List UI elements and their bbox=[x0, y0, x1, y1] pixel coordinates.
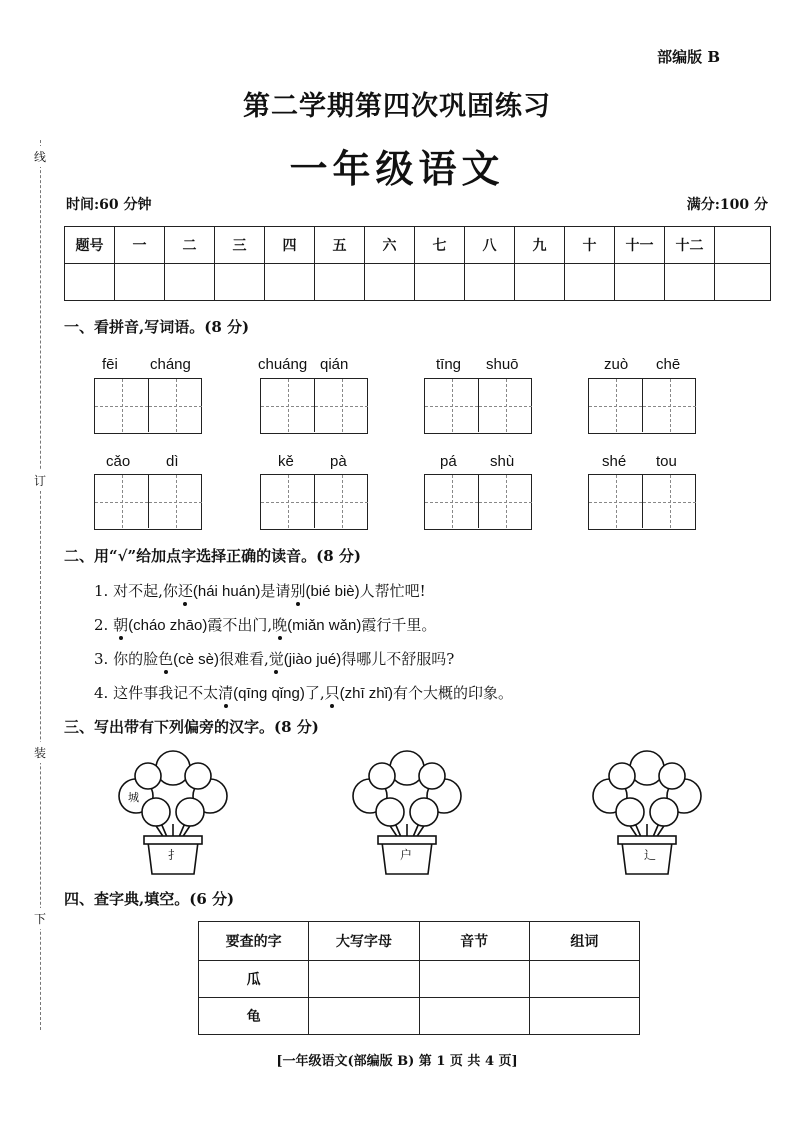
side-label: 线 bbox=[34, 146, 46, 167]
page-footer: [一年级语文(部编版 B) 第 1 页 共 4 页] bbox=[276, 1054, 518, 1069]
score-entry-cell[interactable] bbox=[65, 264, 115, 301]
line-text: 1. 对不起,你 bbox=[94, 582, 178, 600]
pinyin-label: pá bbox=[440, 453, 457, 470]
line-text: 人帮忙吧! bbox=[359, 582, 426, 600]
score-header-cell: 六 bbox=[365, 227, 415, 264]
pinyin-label: zuò bbox=[604, 356, 629, 373]
question-line bbox=[94, 648, 454, 669]
score-header-cell: 题号 bbox=[65, 227, 115, 264]
score-entry-cell[interactable] bbox=[665, 264, 715, 301]
pinyin-label: kě bbox=[278, 453, 294, 470]
radical-label: 辶 bbox=[644, 848, 657, 862]
score-table-entry-row bbox=[65, 264, 771, 301]
writing-grid[interactable] bbox=[94, 378, 202, 434]
pinyin-label: chuáng bbox=[258, 356, 308, 373]
pinyin-label: shuō bbox=[486, 356, 519, 373]
full-score: 满分:100 分 bbox=[686, 197, 768, 213]
pinyin-label: chē bbox=[656, 356, 681, 373]
dotted-char: 觉 bbox=[268, 650, 284, 668]
dict-header-cell: 大写字母 bbox=[309, 922, 419, 961]
writing-grid[interactable] bbox=[424, 378, 532, 434]
score-entry-cell[interactable] bbox=[715, 264, 771, 301]
score-table-header-row bbox=[65, 227, 771, 264]
score-entry-cell[interactable] bbox=[115, 264, 165, 301]
dictionary-header-row bbox=[199, 922, 640, 961]
answer-cell[interactable] bbox=[529, 961, 639, 998]
dict-header-cell: 组词 bbox=[529, 922, 639, 961]
score-header-cell: 四 bbox=[265, 227, 315, 264]
line-text: 了, bbox=[304, 684, 325, 702]
side-label: 装 bbox=[34, 742, 46, 763]
writing-grid[interactable] bbox=[260, 378, 368, 434]
writing-grid[interactable] bbox=[588, 378, 696, 434]
exam-title: 一年级语文 bbox=[289, 147, 505, 191]
pinyin-label: cǎo bbox=[106, 453, 131, 470]
pinyin-label: cháng bbox=[150, 356, 191, 373]
writing-grid[interactable] bbox=[588, 474, 696, 530]
score-entry-cell[interactable] bbox=[215, 264, 265, 301]
answer-area[interactable] bbox=[126, 770, 226, 850]
score-entry-cell[interactable] bbox=[565, 264, 615, 301]
pinyin-label: pà bbox=[330, 453, 347, 470]
question-line bbox=[94, 614, 436, 635]
dotted-char: 朝 bbox=[113, 616, 129, 634]
score-header-cell: 二 bbox=[165, 227, 215, 264]
score-table bbox=[64, 226, 771, 301]
dictionary-row bbox=[199, 998, 640, 1035]
pinyin-label: fēi bbox=[102, 356, 118, 373]
line-text: 是请 bbox=[260, 582, 291, 600]
flower-example: 城 bbox=[128, 791, 139, 804]
pinyin-label: shù bbox=[490, 453, 515, 470]
binding-line bbox=[40, 140, 41, 1030]
writing-grid[interactable] bbox=[424, 474, 532, 530]
pinyin-options[interactable]: (bié biè) bbox=[305, 583, 360, 600]
line-text: 霞不出门, bbox=[207, 616, 273, 634]
answer-cell[interactable] bbox=[309, 998, 419, 1035]
writing-grid[interactable] bbox=[94, 474, 202, 530]
score-header-cell: 三 bbox=[215, 227, 265, 264]
exam-subtitle: 第二学期第四次巩固练习 bbox=[243, 91, 551, 122]
side-label: 订 bbox=[34, 470, 46, 491]
answer-cell[interactable] bbox=[419, 961, 529, 998]
section-2-title: 二、用“√”给加点字选择正确的读音。(8 分) bbox=[64, 547, 361, 565]
dict-header-cell: 音节 bbox=[419, 922, 529, 961]
line-text: 得哪儿不舒服吗? bbox=[341, 650, 455, 668]
dotted-char: 只 bbox=[324, 684, 340, 702]
pinyin-label: tou bbox=[656, 453, 677, 470]
score-entry-cell[interactable] bbox=[265, 264, 315, 301]
line-text: 3. 你的脸 bbox=[94, 650, 159, 668]
pinyin-options[interactable]: (cháo zhāo) bbox=[128, 617, 208, 634]
line-text: 4. 这件事我记不太 bbox=[94, 684, 219, 702]
radical-label: 户 bbox=[400, 848, 413, 862]
score-header-cell: 八 bbox=[465, 227, 515, 264]
score-entry-cell[interactable] bbox=[465, 264, 515, 301]
score-header-cell: 十一 bbox=[615, 227, 665, 264]
dotted-char: 别 bbox=[290, 582, 306, 600]
dotted-char: 还 bbox=[177, 582, 193, 600]
line-text: 霞行千里。 bbox=[361, 616, 437, 634]
score-entry-cell[interactable] bbox=[415, 264, 465, 301]
pinyin-label: qián bbox=[320, 356, 349, 373]
question-line bbox=[94, 580, 426, 601]
score-header-cell bbox=[715, 227, 771, 264]
score-entry-cell[interactable] bbox=[315, 264, 365, 301]
radical-label: 扌 bbox=[168, 848, 181, 862]
pinyin-options[interactable]: (zhī zhǐ) bbox=[339, 685, 393, 702]
dotted-char: 色 bbox=[158, 650, 174, 668]
line-text: 有个大概的印象。 bbox=[392, 684, 513, 702]
score-header-cell: 一 bbox=[115, 227, 165, 264]
writing-grid[interactable] bbox=[260, 474, 368, 530]
score-entry-cell[interactable] bbox=[615, 264, 665, 301]
answer-cell[interactable] bbox=[309, 961, 419, 998]
line-text: 很难看, bbox=[218, 650, 269, 668]
edition-label: 部编版 B bbox=[657, 48, 720, 66]
score-header-cell: 九 bbox=[515, 227, 565, 264]
pinyin-options[interactable]: (miǎn wǎn) bbox=[287, 617, 362, 634]
lookup-char: 龟 bbox=[199, 998, 309, 1035]
answer-cell[interactable] bbox=[419, 998, 529, 1035]
score-entry-cell[interactable] bbox=[365, 264, 415, 301]
score-header-cell: 十 bbox=[565, 227, 615, 264]
pinyin-label: dì bbox=[166, 453, 179, 470]
dotted-char: 清 bbox=[218, 684, 234, 702]
lookup-char: 瓜 bbox=[199, 961, 309, 998]
dotted-char: 晚 bbox=[272, 616, 288, 634]
answer-cell[interactable] bbox=[529, 998, 639, 1035]
pinyin-options[interactable]: (hái huán) bbox=[192, 583, 261, 600]
dictionary-row bbox=[199, 961, 640, 998]
time-limit: 时间:60 分钟 bbox=[66, 197, 152, 213]
section-1-title: 一、看拼音,写词语。(8 分) bbox=[64, 318, 250, 336]
dict-header-cell: 要查的字 bbox=[199, 922, 309, 961]
dictionary-table bbox=[198, 921, 640, 1035]
score-header-cell: 十二 bbox=[665, 227, 715, 264]
score-entry-cell[interactable] bbox=[165, 264, 215, 301]
pinyin-options[interactable]: (jiào jué) bbox=[283, 651, 342, 668]
section-3-title: 三、写出带有下列偏旁的汉字。(8 分) bbox=[64, 718, 319, 736]
score-header-cell: 七 bbox=[415, 227, 465, 264]
pinyin-label: tīng bbox=[436, 356, 462, 373]
question-line bbox=[94, 682, 513, 703]
section-4-title: 四、查字典,填空。(6 分) bbox=[64, 890, 235, 908]
pinyin-options[interactable]: (qīng qǐng) bbox=[233, 685, 305, 702]
score-header-cell: 五 bbox=[315, 227, 365, 264]
side-label: 下 bbox=[34, 908, 46, 929]
line-text: 2. bbox=[94, 616, 114, 634]
score-entry-cell[interactable] bbox=[515, 264, 565, 301]
pinyin-options[interactable]: (cè sè) bbox=[173, 651, 219, 668]
pinyin-label: shé bbox=[602, 453, 627, 470]
